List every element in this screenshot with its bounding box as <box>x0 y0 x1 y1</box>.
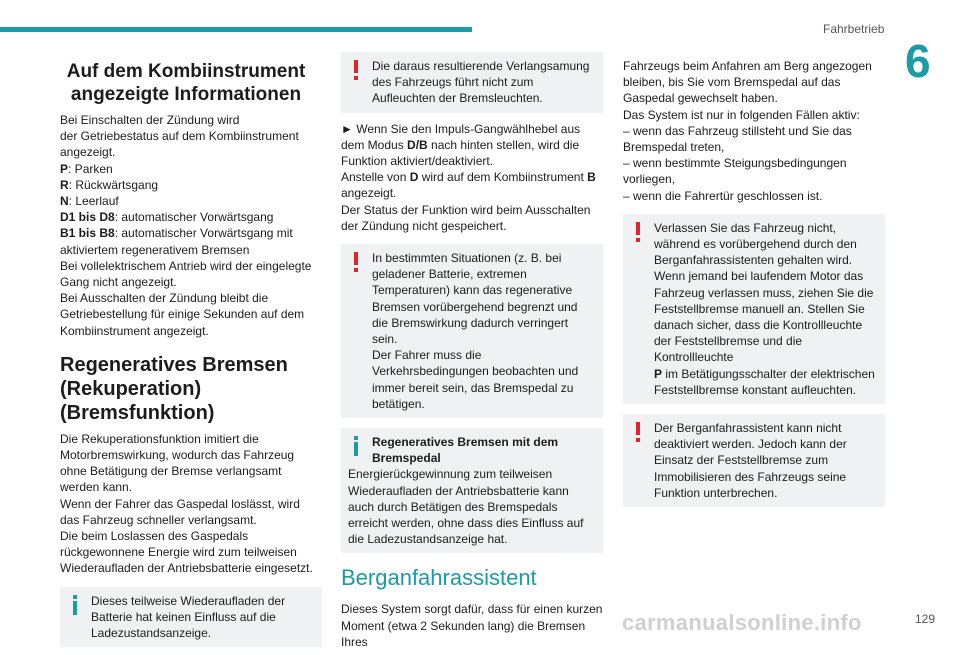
warning-text: Die daraus resultierende Verlangsamung des Fahrzeugs führt nicht zum Aufleuchten der Bremsleuchten. <box>372 59 590 106</box>
info-box-brakepedal <box>341 428 603 553</box>
warning-text <box>630 220 877 398</box>
warning-box-leave-vehicle <box>623 214 885 404</box>
page-number: 129 <box>915 612 936 626</box>
instead-b: wird auf dem Kombiinstrument <box>418 170 588 185</box>
warning-icon <box>350 252 364 272</box>
warning-text: In bestimmten Situationen (z. B. bei geladener Batterie, extremen Temperaturen) kann das regenerative Bremsen vorübergehend begrenzt und die Bremswirkung dadurch verringert sein. Der Fahrer muss die Verkehrsbedingungen beobachten und immer bereit sein, das Bremspedal zu betätigen. <box>372 251 579 411</box>
instead-a: Anstelle von <box>341 170 410 185</box>
gear-state-key: N <box>60 194 69 209</box>
column-left <box>60 52 322 655</box>
warning-text-b: im Betätigungsschalter der elektrischen Feststellbremse konstant aufleuchten. <box>654 366 875 397</box>
header-accent-bar <box>0 27 472 32</box>
display-intro: Bei Einschalten der Zündung wird der Getriebestatus auf dem Kombiinstrument angezeigt. <box>60 113 299 160</box>
gear-state-item <box>60 225 322 257</box>
section-title-display: Auf dem Kombiinstrument angezeigte Informationen <box>66 61 306 105</box>
gear-state-item <box>60 193 322 209</box>
gear-state-desc: : automatischer Vorwärtsgang mit aktiviertem regenerativem Bremsen <box>60 226 293 257</box>
info-icon <box>69 595 83 615</box>
gear-state-desc: : Rückwärtsgang <box>68 177 159 192</box>
instead-c: angezeigt. <box>341 186 397 201</box>
display-notes: Bei vollelektrischem Antrieb wird der eingelegte Gang nicht angezeigt. Bei Ausschalten der Zündung bleibt die Getriebestellung für einige Sekunden auf dem Kombiinstrument angezeigt. <box>60 258 312 338</box>
info-box-text: Energierückgewinnung zum teilweisen Wiederaufladen der Antriebsbatterie kann auch durch Betätigen des Bremspedals erreicht werden, ohne dass dies Einfluss auf die Ladezustandsanzeige hat. <box>348 467 584 547</box>
gear-state-item <box>60 161 322 177</box>
column-right <box>623 58 885 515</box>
status-text: Der Status der Funktion wird beim Ausschalten der Zündung nicht gespeichert. <box>341 202 591 233</box>
info-note-box <box>60 587 322 648</box>
warning-icon <box>632 422 646 442</box>
section-title-regen: Regeneratives Bremsen (Rekuperation) (Bremsfunktion) <box>60 353 288 424</box>
section-label: Fahrbetrieb <box>823 22 885 36</box>
gear-state-key: P <box>60 161 69 176</box>
warning-text-a: Verlassen Sie das Fahrzeug nicht, während es vorübergehend durch den Berganfahrassistenten gehalten wird. Wenn jemand bei laufendem Motor das Fahrzeug verlassen muss, ziehen Sie die Feststellbremse manuell an. Stellen Sie danach sicher, dass die Kontrollleuchte der Feststellbremse und die Kontrollleuchte <box>654 220 874 365</box>
warning-icon <box>350 60 364 80</box>
warning-box-deactivate <box>623 414 885 507</box>
info-note-text: Dieses teilweise Wiederaufladen der Batterie hat keinen Einfluss auf die Ladezustandsanzeige. <box>91 593 286 641</box>
gear-state-desc: : Leerlauf <box>68 194 119 209</box>
gear-state-key: R <box>60 177 69 192</box>
gear-state-item <box>60 177 322 193</box>
instead-text <box>341 169 603 201</box>
gear-state-desc: : Parken <box>68 161 113 176</box>
warning-icon <box>632 222 646 242</box>
regen-text: Die Rekuperationsfunktion imitiert die Motorbremswirkung, wodurch das Fahrzeug ohne Betätigung der Bremse verlangsamt werden kann. Wenn der Fahrer das Gaspedal loslässt, wird das Fahrzeug schneller verlangsamt. Die beim Loslassen des Gaspedals rückgewonnene Energie wird zum teilweisen Wiederaufladen der Antriebsbatterie eingesetzt. <box>60 431 313 576</box>
instead-key-d: D <box>409 170 419 185</box>
impulse-instruction <box>341 121 603 170</box>
hill-text: Dieses System sorgt dafür, dass für einen kurzen Moment (etwa 2 Sekunden lang) die Bremsen Ihres <box>341 602 603 649</box>
impulse-text-a: ► Wenn Sie den Impuls-Gangwählhebel aus dem Modus <box>341 121 581 152</box>
section-title-hill: Berganfahrassistent <box>341 565 537 591</box>
gear-state-key: B1 bis B8 <box>60 226 115 241</box>
info-icon <box>350 436 364 456</box>
warning-key-p: P <box>654 366 663 381</box>
gear-state-item <box>60 209 322 225</box>
instead-key-b: B <box>587 170 596 185</box>
watermark: carmanualsonline.info <box>622 610 862 635</box>
gear-state-desc: : automatischer Vorwärtsgang <box>114 210 274 225</box>
column-middle <box>341 52 603 650</box>
info-box-title: Regeneratives Bremsen mit dem Bremspedal <box>372 435 559 466</box>
warning-box-brakelights <box>341 52 603 113</box>
impulse-text-b: nach hinten stellen, wird die Funktion aktiviert/deaktiviert. <box>341 137 580 169</box>
chapter-number: 6 <box>905 35 931 87</box>
impulse-key: D/B <box>407 137 428 152</box>
warning-text: Der Berganfahrassistent kann nicht deaktiviert werden. Jedoch kann der Einsatz der Feststellbremse zum Immobilisieren des Fahrzeugs seine Funktion unterbrechen. <box>654 421 847 500</box>
hill-text-continued: Fahrzeugs beim Anfahren am Berg angezogen bleiben, bis Sie vom Bremspedal auf das Gaspedal gewechselt haben. Das System ist nur in folgenden Fällen aktiv: – wenn das Fahrzeug stillsteht und Sie das Bremspedal treten, – wenn bestimmte Steigungsbedingungen vorliegen, – wenn die Fahrertür geschlossen ist. <box>623 59 872 203</box>
warning-box-limits <box>341 244 603 418</box>
gear-state-key: D1 bis D8 <box>60 210 115 225</box>
gear-states-list <box>60 161 322 258</box>
